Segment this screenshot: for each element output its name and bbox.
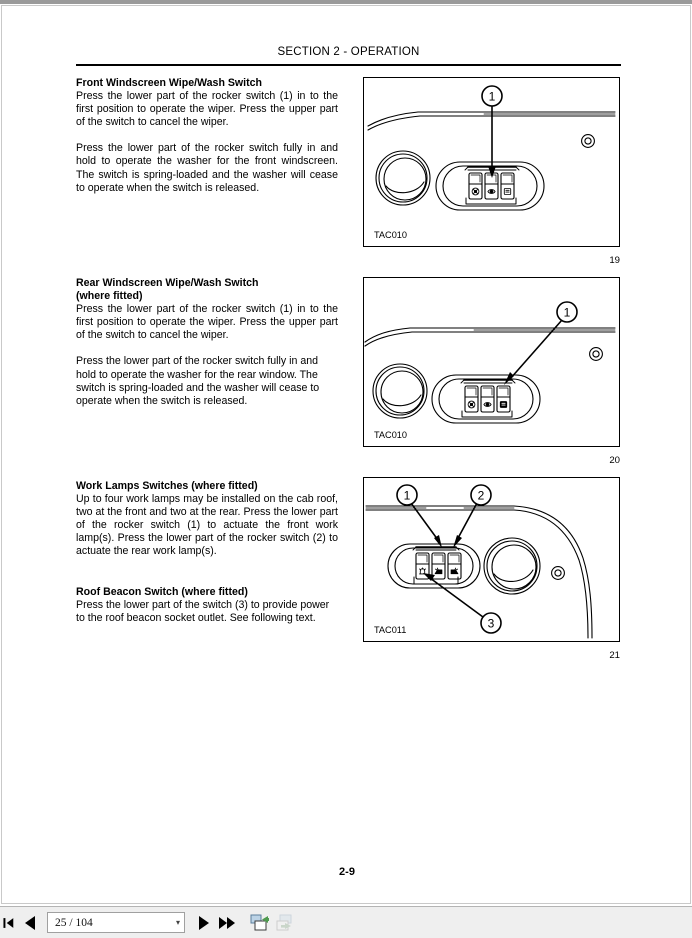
chevron-right-icon [192,913,214,933]
section-roof-beacon [76,586,338,625]
viewer-toolbar [0,906,692,938]
last-page-icon [216,913,238,933]
svg-text:1: 1 [563,305,571,320]
section-front-wiper-title: Front Windscreen Wipe/Wash Switch [76,77,263,89]
section-rear-wiper-para-1: Press the lower part of the rocker switch (1) in to the first position to operate the wiper. Press the upper part of the switch to cancel the wiper. [76,303,338,342]
previous-view-button[interactable] [247,910,273,936]
section-roof-beacon-para-1: Press the lower part of the switch (3) to provide power to the roof beacon socket outlet. See following text. [76,599,330,625]
section-work-lamps-title: Work Lamps Switches (where fitted) [76,480,258,492]
svg-text:1: 1 [403,488,411,503]
figure-20-number: 20 [609,455,620,466]
figure-21-callout-2 [453,485,491,548]
header-rule [76,64,621,66]
figure-21-illustration [364,478,619,641]
figure-21-number: 21 [609,650,620,661]
figure-20-callout-1 [504,302,577,385]
section-front-wiper-para-1: Press the lower part of the rocker switch (1) in to the first position to operate the wiper. Press the upper part of the switch to cancel the wiper. [76,90,338,129]
previous-page-button[interactable] [19,910,43,936]
section-rear-wiper-para-2: Press the lower part of the rocker switch fully in and hold to operate the washer for the rear window. The switch is spring-loaded and the washer will cease to operate when the switch is released. [76,355,320,407]
figure-21-code: TAC011 [374,625,407,635]
figure-20-illustration [364,278,619,446]
section-front-wiper [76,77,338,195]
page-number-value: 25 / 104 [55,916,93,929]
chevron-left-icon [20,913,42,933]
section-work-lamps [76,480,338,559]
figure-19-number: 19 [609,255,620,266]
svg-text:3: 3 [487,616,495,631]
first-page-button[interactable] [1,910,19,936]
svg-text:2: 2 [477,488,485,503]
page-footer-number: 2-9 [339,866,355,878]
section-rear-wiper-subtitle: (where fitted) [76,290,143,303]
figure-19 [363,77,620,247]
figure-19-illustration [364,78,619,246]
section-rear-wiper-title: Rear Windscreen Wipe/Wash Switch [76,277,259,289]
next-page-button[interactable] [191,910,215,936]
chevron-down-icon[interactable]: ▾ [175,917,180,927]
page-number-input[interactable] [47,912,185,933]
figure-21-callout-1 [397,485,442,548]
figure-20 [363,277,620,447]
page-running-header: SECTION 2 - OPERATION [277,46,420,58]
viewer-top-edge [0,0,692,4]
next-view-icon [275,913,297,933]
first-page-icon [1,913,19,933]
svg-text:1: 1 [488,89,496,104]
section-roof-beacon-title: Roof Beacon Switch (where fitted) [76,586,248,598]
document-page [1,5,691,904]
figure-19-callout-1 [482,86,502,178]
section-front-wiper-para-2: Press the lower part of the rocker switch fully in and hold to operate the washer for the front windscreen. The switch is spring-loaded and the washer will cease to operate when the switch is released. [76,142,338,194]
next-view-button[interactable] [273,910,299,936]
last-page-button[interactable] [215,910,239,936]
figure-19-code: TAC010 [374,230,408,240]
previous-view-icon [249,913,271,933]
section-rear-wiper [76,277,338,408]
section-work-lamps-para-1: Up to four work lamps may be installed on the cab roof, two at the front and two at the rear. Press the lower part of the rocker switch (1) to actuate the front work lamp(s). Press the lower part of the rocker switch (2) to actuate the rear work lamp(s). [76,493,338,558]
figure-20-code: TAC010 [374,430,408,440]
figure-21 [363,477,620,642]
